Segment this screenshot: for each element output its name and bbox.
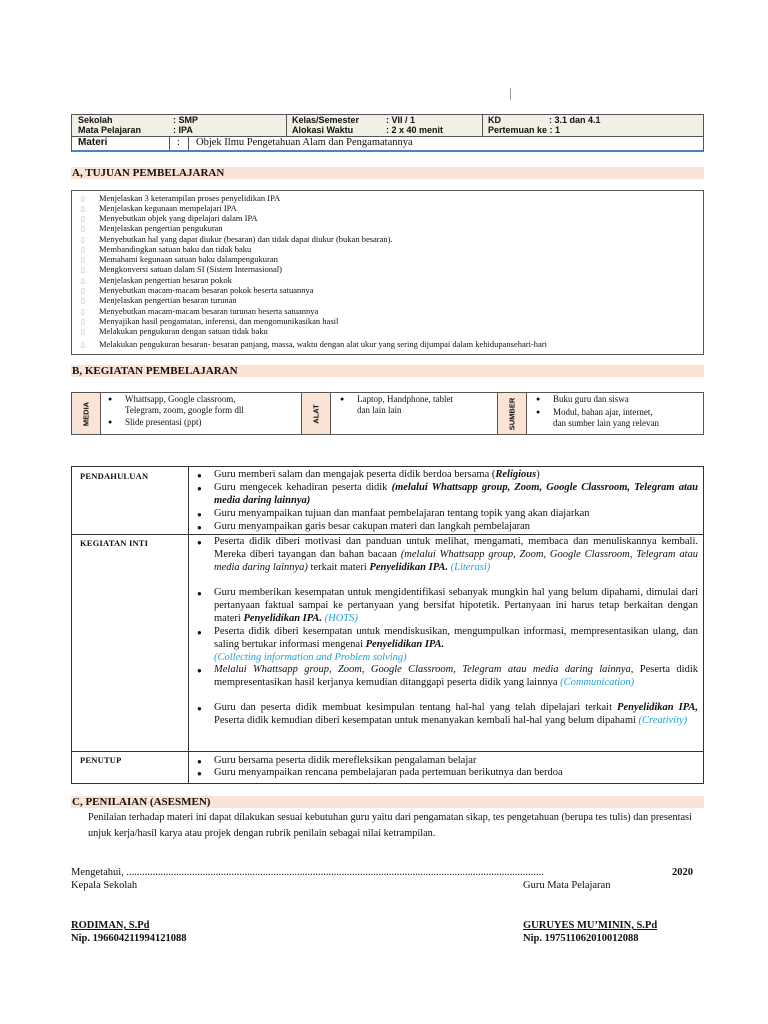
- header-divider: [286, 115, 287, 136]
- header-table: [71, 114, 704, 137]
- section-b-title: B, KEGIATAN PEMBELAJARAN: [71, 365, 704, 377]
- inti-item: Peserta didik diberi motivasi dan panduan untuk melihat, mengamati, membaca dan menuliskannya kembali. Mereka diberi tayangan dan bahan bacaan (melalui Whattsapp group, Zoom, Google Classroom, Telegram atau media daring lainnya) terkait materi Penyelidikan IPA. (Literasi): [214, 536, 699, 573]
- bullet-icon: ●: [108, 418, 113, 426]
- penutup-item: Guru menyampaikan rencana pembelajaran pada pertemuan berikutnya dan berdoa: [214, 767, 563, 778]
- pendahuluan-item: Guru memberi salam dan mengajak peserta didik berdoa bersama (Religious): [214, 469, 540, 480]
- media-item: Telegram, zoom, google form dll: [125, 405, 244, 415]
- materi-label: Materi: [78, 137, 108, 148]
- tujuan-item: [81, 326, 268, 337]
- tujuan-item-text: Mengkonversi satuan dalam SI (Sistem Internasional): [99, 264, 282, 274]
- pendahuluan-item: Guru mengecek kehadiran peserta didik (melalui Whattsapp group, Zoom, Google Classroom, Telegram atau media daring lainnya): [214, 482, 698, 506]
- tujuan-item-text: Melakukan pengukuran besaran- besaran panjang, massa, waktu dengan alat ukur yang sering dijumpai dalam kehidupansehari-hari: [99, 339, 547, 349]
- tujuan-item: [81, 339, 547, 350]
- checkbox-icon: ▯: [81, 341, 85, 349]
- bullet-icon: ●: [197, 769, 202, 778]
- checkbox-icon: ▯: [81, 308, 85, 316]
- tujuan-item: [81, 264, 282, 275]
- section-a-title: A, TUJUAN PEMBELAJARAN: [71, 167, 704, 179]
- checkbox-icon: ▯: [81, 236, 85, 244]
- tujuan-item-text: Membandingkan satuan baku dan tidak baku: [99, 244, 252, 254]
- tujuan-item-text: Menyebutkan macam-macam besaran turunan beserta satuannya: [99, 306, 319, 316]
- alokasi-label: Alokasi Waktu: [292, 125, 354, 135]
- pertemuan-label: Pertemuan ke : 1: [488, 125, 561, 135]
- media-table: [71, 392, 704, 435]
- sumber-header-cell: [498, 393, 527, 434]
- kepala-name: RODIMAN, S.Pd: [71, 920, 150, 931]
- bullet-icon: ●: [536, 395, 541, 403]
- kepala-nip: Nip. 196604211994121088: [71, 933, 187, 944]
- tujuan-item-text: Menyebutkan hal yang dapat diukur (besaran) dan tidak dapat diukur (bukan besaran).: [99, 234, 393, 244]
- checkbox-icon: ▯: [81, 256, 85, 264]
- tujuan-item-text: Menjelaskan pengertian pengukuran: [99, 223, 223, 233]
- bullet-icon: ●: [197, 538, 202, 547]
- inti-item: Guru dan peserta didik membuat kesimpulan tentang hal-hal yang telah dipelajari terkait Penyelidikan IPA, Peserta didik kemudian diberi kesempatan untuk menanyakan kembali hal-hal yang belum dipahami (Creativity): [214, 702, 698, 726]
- inti-item: Peserta didik diberi kesempatan untuk mendiskusikan, mengumpulkan informasi, mempresentasikan ulang, dan saling bertukar informasi mengenai Penyelidikan IPA. (Collecting information and Problem solving): [214, 626, 698, 663]
- tujuan-item-text: Menjelaskan pengertian besaran pokok: [99, 275, 232, 285]
- bullet-icon: ●: [197, 510, 202, 519]
- section-c-title: C, PENILAIAN (ASESMEN): [71, 796, 704, 808]
- mapel-label: Mata Pelajaran: [78, 125, 142, 135]
- checkbox-icon: ▯: [81, 225, 85, 233]
- mapel-value: : IPA: [173, 125, 193, 135]
- pendahuluan-item: Guru menyampaikan garis besar cakupan materi dan langkah pembelajaran: [214, 521, 531, 532]
- kd-label: KD: [488, 115, 501, 125]
- checkbox-icon: ▯: [81, 328, 85, 336]
- tujuan-item-text: Menyajikan hasil pengamatan, inferensi, dan mengomunikasikan hasil: [99, 316, 339, 326]
- alokasi-value: : 2 x 40 menit: [386, 125, 444, 135]
- checkbox-icon: ▯: [81, 318, 85, 326]
- media-header-cell: [72, 393, 101, 434]
- tujuan-item: [81, 223, 223, 234]
- tujuan-item-text: Menyebutkan macam-macam besaran pokok beserta satuannya: [99, 285, 314, 295]
- alat-item: dan lain lain: [357, 405, 402, 415]
- tujuan-item-text: Menyebutkan objek yang dipelajari dalam IPA: [99, 213, 258, 223]
- media-label: MEDIA: [81, 401, 91, 426]
- bullet-icon: ●: [536, 408, 541, 416]
- phase-pendahuluan: PENDAHULUAN: [80, 471, 149, 481]
- alat-label: ALAT: [311, 403, 321, 424]
- checkbox-icon: ▯: [81, 287, 85, 295]
- guru-title: Guru Mata Pelajaran: [523, 880, 611, 891]
- sumber-item: dan sumber lain yang relevan: [553, 418, 659, 428]
- tujuan-item-text: Menjelaskan kegunaan mempelajari IPA: [99, 203, 237, 213]
- bullet-icon: ●: [197, 484, 202, 493]
- materi-value: Objek Ilmu Pengetahuan Alam dan Pengamatannya: [196, 137, 413, 148]
- tujuan-item-text: Menjelaskan 3 keterampilan proses penyelidikan IPA: [99, 193, 281, 203]
- tujuan-item-text: Melakukan pengukuran dengan satuan tidak baku: [99, 326, 268, 336]
- bullet-icon: ●: [340, 395, 345, 403]
- row-divider: [72, 534, 703, 535]
- guru-name: GURUYES MU’MININ, S.Pd: [523, 920, 658, 931]
- kd-value: : 3.1 dan 4.1: [549, 115, 601, 125]
- bullet-icon: ●: [197, 666, 202, 675]
- media-item: Whattsapp, Google classroom,: [125, 394, 236, 404]
- penilaian-text: Penilaian terhadap materi ini dapat dilakukan sesuai kebutuhan guru yaitu dari pengamatan sikap, tes pengetahuan (berupa tes tulis) dan presentasi unjuk kerja/hasil karya atau projek dengan rubrik penilain sebagai nilai ketrampilan.: [88, 812, 692, 839]
- phase-inti: KEGIATAN INTI: [80, 538, 149, 548]
- bullet-icon: ●: [197, 757, 202, 766]
- checkbox-icon: ▯: [81, 266, 85, 274]
- sumber-item: Modul, bahan ajar, internet,: [553, 407, 653, 417]
- bullet-icon: ●: [197, 704, 202, 713]
- kelas-label: Kelas/Semester: [292, 115, 360, 125]
- checkbox-icon: ▯: [81, 297, 85, 305]
- alat-item: Laptop, Handphone, tablet: [357, 394, 453, 404]
- checkbox-icon: ▯: [81, 205, 85, 213]
- bullet-icon: ●: [197, 523, 202, 532]
- tujuan-item-text: Menjelaskan pengertian besaran turunan: [99, 295, 237, 305]
- tujuan-list: [71, 190, 704, 355]
- tujuan-item-text: Memahami kegunaan satuan baku dalampengukuran: [99, 254, 278, 264]
- checkbox-icon: ▯: [81, 195, 85, 203]
- guru-nip: Nip. 197511062010012088: [523, 933, 639, 944]
- inti-item: Guru memberikan kesempatan untuk mengidentifikasi sebanyak mungkin hal yang belum dipahami, dimulai dari pertanyaan faktual sampai ke pertanyaan yang bersifat hipotetik. Pertanyaan ini harus tetap berkaitan dengan materi Penyelidikan IPA. (HOTS): [214, 587, 698, 624]
- alat-header-cell: [302, 393, 331, 434]
- header-divider: [482, 115, 483, 136]
- checkbox-icon: ▯: [81, 215, 85, 223]
- bullet-icon: ●: [197, 589, 202, 598]
- phase-penutup: PENUTUP: [80, 755, 122, 765]
- bullet-icon: ●: [197, 471, 202, 480]
- bullet-icon: ●: [108, 395, 113, 403]
- media-item: Slide presentasi (ppt): [125, 417, 202, 427]
- kepala-title: Kepala Sekolah: [71, 880, 138, 891]
- sekolah-value: : SMP: [173, 115, 199, 125]
- penutup-item: Guru bersama peserta didik merefleksikan pengalaman belajar: [214, 755, 477, 766]
- column-divider: [188, 467, 189, 783]
- pendahuluan-item: Guru menyampaikan tujuan dan manfaat pembelajaran tentang topik yang akan diajarkan: [214, 508, 590, 519]
- sumber-item: Buku guru dan siswa: [553, 394, 629, 404]
- inti-item: Melalui Whattsapp group, Zoom, Google Classroom, Telegram atau media daring lainnya, Peserta didik mempresentasikan hasil kerjanya kemudian ditanggapi peserta didik yang lainnya (Communication): [214, 664, 699, 688]
- materi-colon: :: [177, 137, 180, 148]
- sumber-label: SUMBER: [507, 397, 517, 430]
- mengetahui-line: Mengetahui, ...............................................................................................................................................................: [71, 867, 544, 878]
- tujuan-item: [81, 295, 237, 306]
- bullet-icon: ●: [197, 628, 202, 637]
- kelas-value: : VII / 1: [386, 115, 416, 125]
- signature-year: 2020: [672, 867, 693, 878]
- materi-row: [71, 137, 704, 152]
- sekolah-label: Sekolah: [78, 115, 113, 125]
- checkbox-icon: ▯: [81, 277, 85, 285]
- text-cursor: [510, 88, 511, 100]
- row-divider: [72, 751, 703, 752]
- checkbox-icon: ▯: [81, 246, 85, 254]
- kegiatan-table: [71, 466, 704, 784]
